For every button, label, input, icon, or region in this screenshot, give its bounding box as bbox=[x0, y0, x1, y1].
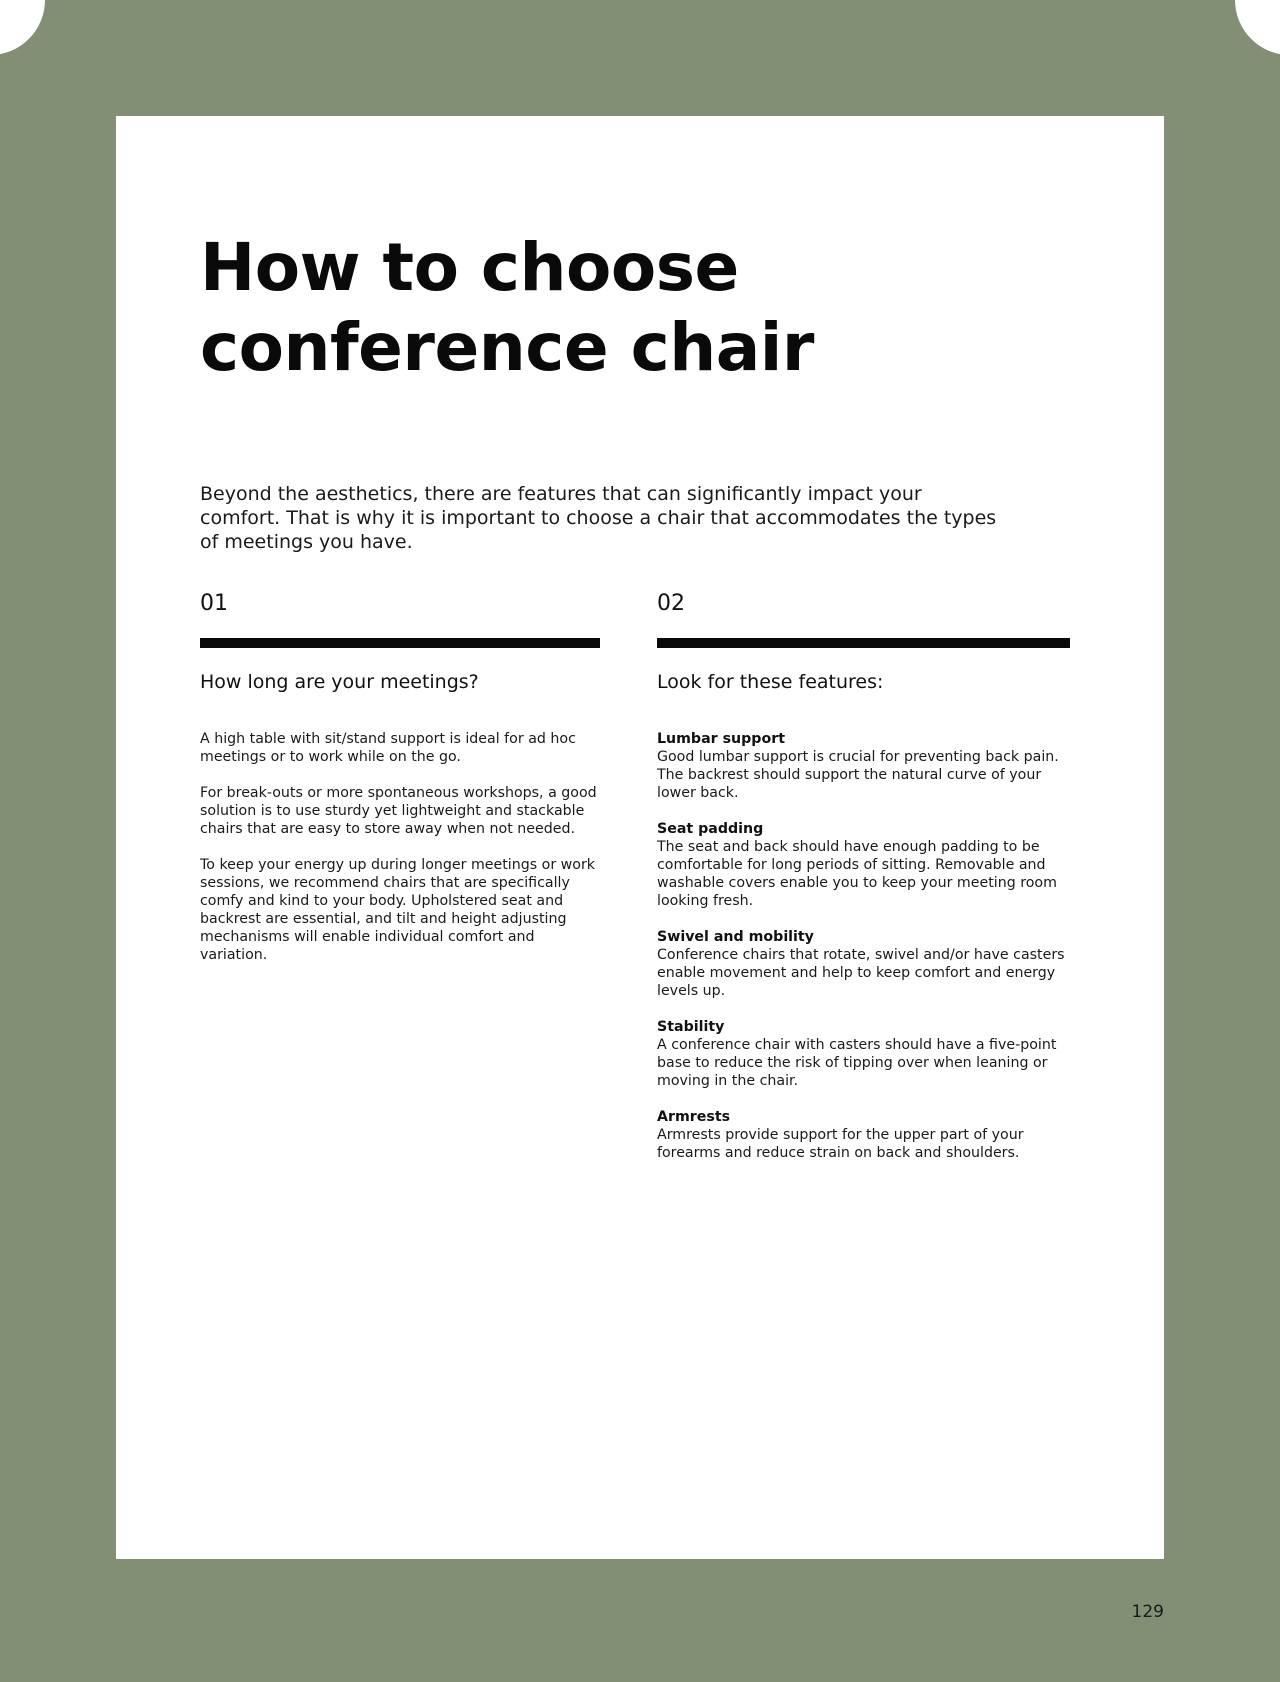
column-divider bbox=[200, 638, 600, 648]
body-paragraph: A high table with sit/stand support is ideal for ad hoc meetings or to work while on the go. bbox=[200, 731, 576, 765]
page-corner-decoration-left bbox=[0, 0, 45, 55]
column-number: 02 bbox=[657, 591, 685, 616]
page-title-line-2: conference chair bbox=[200, 309, 814, 386]
feature-text: A conference chair with casters should have a five-point base to reduce the risk of tipping over when leaning or moving in the chair. bbox=[657, 1037, 1057, 1089]
column-body bbox=[200, 730, 600, 964]
feature-item bbox=[657, 1018, 1070, 1090]
feature-item bbox=[657, 1108, 1070, 1162]
column-meeting-length bbox=[200, 590, 600, 982]
intro-paragraph: Beyond the aesthetics, there are features that can significantly impact your comfort. That is why it is important to choose a chair that accommodates the types of meetings you have. bbox=[200, 483, 997, 553]
column-features bbox=[657, 590, 1070, 1180]
feature-title: Stability bbox=[657, 1019, 725, 1035]
feature-text: Armrests provide support for the upper part of your forearms and reduce strain on back and shoulders. bbox=[657, 1127, 1024, 1161]
feature-item bbox=[657, 730, 1070, 802]
feature-item bbox=[657, 928, 1070, 1000]
column-heading: Look for these features: bbox=[657, 671, 884, 693]
body-paragraph: For break-outs or more spontaneous workshops, a good solution is to use sturdy yet lightweight and stackable chairs that are easy to store away when not needed. bbox=[200, 785, 597, 837]
feature-title: Lumbar support bbox=[657, 731, 785, 747]
page-sheet bbox=[116, 116, 1164, 1559]
page-title bbox=[200, 228, 814, 388]
feature-title: Armrests bbox=[657, 1109, 731, 1125]
column-heading: How long are your meetings? bbox=[200, 671, 479, 693]
body-paragraph: To keep your energy up during longer meetings or work sessions, we recommend chairs that are specifically comfy and kind to your body. Upholstered seat and backrest are essential, and tilt and height adjusting mechanisms will enable individual comfort and variation. bbox=[200, 857, 595, 963]
feature-text: Good lumbar support is crucial for preventing back pain. The backrest should support the natural curve of your lower back. bbox=[657, 749, 1059, 801]
column-body bbox=[657, 730, 1070, 1162]
feature-item bbox=[657, 820, 1070, 910]
page-number: 129 bbox=[1131, 1602, 1164, 1622]
column-number: 01 bbox=[200, 591, 228, 616]
feature-text: The seat and back should have enough padding to be comfortable for long periods of sitting. Removable and washable covers enable you to keep your meeting room looking fresh. bbox=[657, 839, 1057, 909]
page-corner-decoration-right bbox=[1235, 0, 1280, 55]
feature-title: Swivel and mobility bbox=[657, 929, 814, 945]
feature-text: Conference chairs that rotate, swivel and/or have casters enable movement and help to keep comfort and energy levels up. bbox=[657, 947, 1065, 999]
page-title-line-1: How to choose bbox=[200, 229, 739, 306]
column-divider bbox=[657, 638, 1070, 648]
feature-title: Seat padding bbox=[657, 821, 764, 837]
